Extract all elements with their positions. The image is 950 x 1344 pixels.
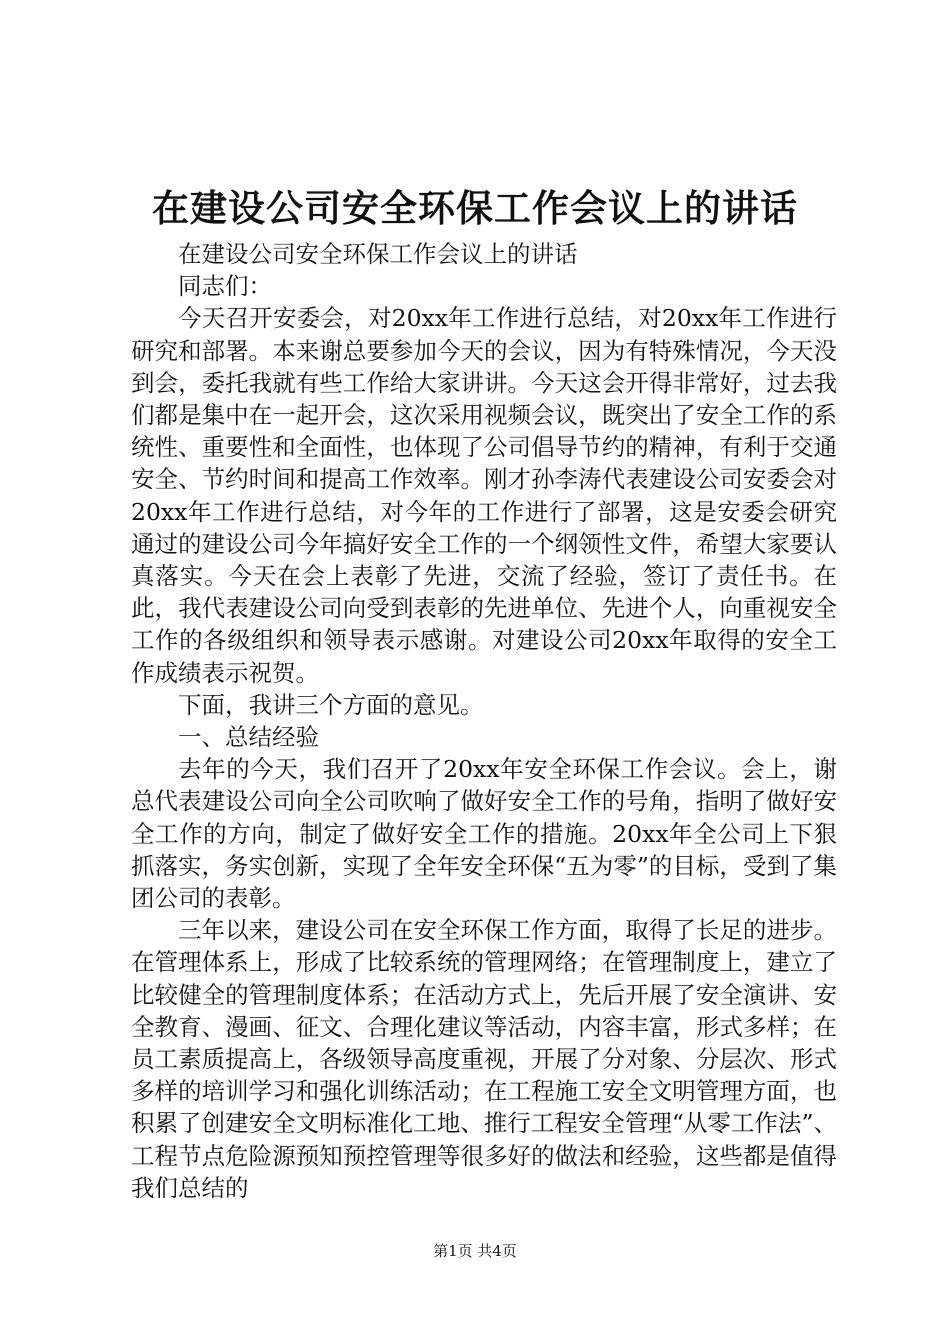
section-heading: 一、总结经验 bbox=[178, 723, 319, 752]
document-title: 在建设公司安全环保工作会议上的讲话 bbox=[152, 186, 798, 230]
page-footer: 第1页 共4页 bbox=[433, 1242, 517, 1260]
body-paragraph: 三年以来，建设公司在安全环保工作方面，取得了长足的进步。在管理体系上，形成了比较系统的管理网络；在管理制度上，建立了比较健全的管理制度体系；在活动方式上，先后开展了安全演讲、安全教育、漫画、征文、合理化建议等活动，内容丰富，形式多样；在员工素质提高上，各级领导高度重视，开展了分对象、分层次、形式多样的培训学习和强化训练活动；在工程施工安全文明管理方面，也积累了创建安全文明标准化工地、推行工程安全管理“从零工作法”、工程节点危险源预知预控管理等很多好的做法和经验，这些都是值得我们总结的 bbox=[131, 916, 837, 1202]
body-paragraph: 今天召开安委会，对20xx年工作进行总结，对20xx年工作进行研究和部署。本来谢总要参加今天的会议，因为有特殊情况，今天没到会，委托我就有些工作给大家讲讲。今天这会开得非常好，过去我们都是集中在一起开会，这次采用视频会议，既突出了安全工作的系统性、重要性和全面性，也体现了公司倡导节约的精神，有利于交通安全、节约时间和提高工作效率。刚才孙李涛代表建设公司安委会对20xx年工作进行总结，对今年的工作进行了部署，这是安委会研究通过的建设公司今年搞好安全工作的一个纲领性文件，希望大家要认真落实。今天在会上表彰了先进，交流了经验，签订了责任书。在此，我代表建设公司向受到表彰的先进单位、先进个人，向重视安全工作的各级组织和领导表示感谢。对建设公司20xx年取得的安全工作成绩表示祝贺。 bbox=[131, 304, 837, 687]
salutation-paragraph: 同志们： bbox=[178, 272, 272, 301]
document-body bbox=[131, 238, 837, 1204]
subtitle-paragraph: 在建设公司安全环保工作会议上的讲话 bbox=[178, 240, 578, 268]
body-paragraph: 去年的今天，我们召开了20xx年安全环保工作会议。会上，谢总代表建设公司向全公司吹响了做好安全工作的号角，指明了做好安全工作的方向，制定了做好安全工作的措施。20xx年全公司上下狠抓落实，务实创新，实现了全年安全环保“五为零”的目标，受到了集团公司的表彰。 bbox=[131, 755, 837, 913]
body-paragraph: 下面，我讲三个方面的意见。 bbox=[178, 690, 484, 719]
